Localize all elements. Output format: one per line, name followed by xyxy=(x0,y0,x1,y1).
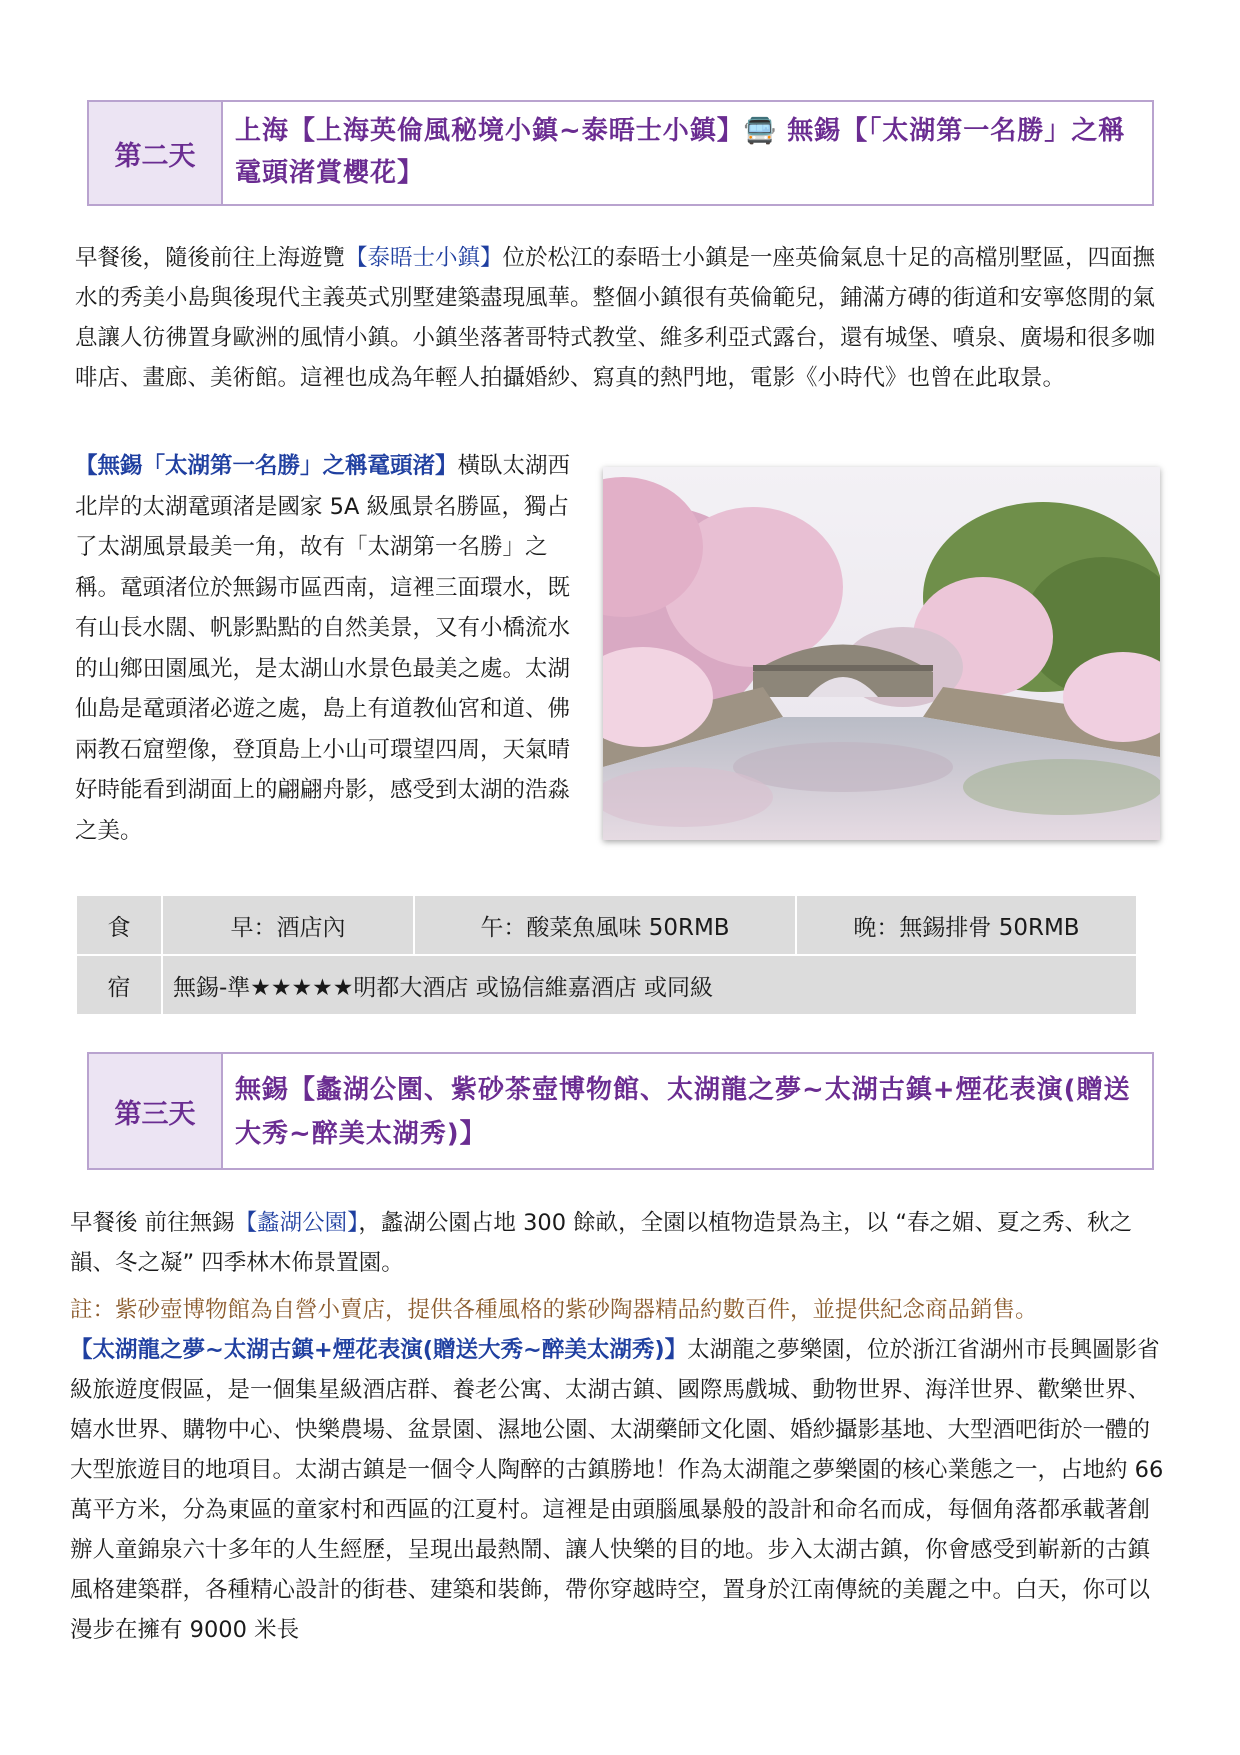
day3-title: 無錫【蠡湖公園、紫砂茶壺博物館、太湖龍之夢~太湖古鎮+煙花表演(贈送大秀~醉美太湖秀)】 xyxy=(235,1075,1131,1149)
stay-label: 宿 xyxy=(76,955,162,1015)
day3-intro-prefix: 早餐後 前往無錫 xyxy=(70,1210,235,1236)
wuxi-text: 橫臥太湖西北岸的太湖鼋頭渚是國家 5A 級風景名勝區，獨占了太湖風景最美一角，故有「太湖第一名勝」之稱。鼋頭渚位於無錫市區西南，這裡三面環水，既有山長水闊、帆影點點的自然美景，又有小橋流水的山鄉田園風光，是太湖山水景色最美之處。太湖仙島是鼋頭渚必遊之處，島上有道教仙宮和道、佛兩教石窟塑像，登頂島上小山可環望四周，天氣晴好時能看到湖面上的翩翩舟影，感受到太湖的浩淼之美。 xyxy=(75,453,571,844)
day2-header xyxy=(87,100,1154,206)
day2-intro-prefix: 早餐後，隨後前往上海遊覽 xyxy=(75,245,346,271)
day2-intro-text: 位於松江的泰晤士小鎮是一座英倫氣息十足的高檔別墅區，四面撫水的秀美小島與後現代主義英式別墅建築盡現風華。整個小鎮很有英倫範兒，鋪滿方磚的街道和安寧悠閒的氣息讓人彷彿置身歐洲的風情小鎮。小鎮坐落著哥特式教堂、維多利亞式露台，還有城堡、噴泉、廣場和很多咖啡店、畫廊、美術館。這裡也成為年輕人拍攝婚紗、寫真的熱門地，電影《小時代》也曾在此取景。 xyxy=(75,245,1156,391)
day3-intro-text: ，蠡湖公園占地 300 餘畝，全園以植物造景為主，以 “春之媚、夏之秀、秋之韻、冬之凝” 四季林木佈景置園。 xyxy=(70,1210,1132,1276)
table-row xyxy=(76,895,1137,955)
dream-text: 太湖龍之夢樂園，位於浙江省湖州市長興圖影省級旅遊度假區，是一個集星級酒店群、養老公寓、太湖古鎮、國際馬戲城、動物世界、海洋世界、歡樂世界、嬉水世界、購物中心、快樂農場、盆景園、濕地公園、太湖藥師文化園、婚紗攝影基地、大型酒吧街於一體的大型旅遊目的地項目。太湖古鎮是一個令人陶醉的古鎮勝地！作為太湖龍之夢樂園的核心業態之一，占地約 66 萬平方米，分為東區的童家村和西區的江夏村。這裡是由頭腦風暴般的設計和命名而成，每個角落都承載著創辦人童錦泉六十多年的人生經歷，呈現出最熱鬧、讓人快樂的目的地。步入太湖古鎮，你會感受到嶄新的古鎮風格建築群，各種精心設計的街巷、建築和裝飾，帶你穿越時空，置身於江南傳統的美麗之中。白天，你可以漫步在擁有 9000 米長 xyxy=(70,1337,1164,1643)
day2-intro xyxy=(75,238,1165,398)
day3-header xyxy=(87,1052,1154,1170)
day3-intro xyxy=(70,1203,1165,1283)
thames-town-link: 【泰晤士小鎮】 xyxy=(345,245,503,271)
museum-note: 註：紫砂壺博物館為自營小賣店，提供各種風格的紫砂陶器精品約數百件，並提供紀念商品銷售。 xyxy=(70,1297,1038,1323)
breakfast-cell: 早：酒店內 xyxy=(162,895,414,955)
dream-paragraph xyxy=(70,1330,1165,1650)
meals-table xyxy=(75,894,1138,1016)
wuxi-paragraph xyxy=(75,446,580,851)
day3-label: 第三天 xyxy=(89,1054,223,1168)
hotel-cell: 無錫-準★★★★★明都大酒店 或協信維嘉酒店 或同級 xyxy=(162,955,1137,1015)
dinner-cell: 晚：無錫排骨 50RMB xyxy=(796,895,1137,955)
food-label: 食 xyxy=(76,895,162,955)
day2-label: 第二天 xyxy=(89,102,223,204)
cherry-blossom-photo xyxy=(603,467,1160,840)
lunch-cell: 午：酸菜魚風味 50RMB xyxy=(414,895,796,955)
lihu-park-link: 【蠡湖公園】 xyxy=(234,1210,359,1236)
day2-title: 上海【上海英倫風秘境小鎮~泰晤士小鎮】🚍 無錫【「太湖第一名勝」之稱鼋頭渚賞櫻花】 xyxy=(235,116,1126,188)
table-row xyxy=(76,955,1137,1015)
wuxi-heading: 【無錫「太湖第一名勝」之稱鼋頭渚】 xyxy=(75,453,458,479)
dream-heading: 【太湖龍之夢~太湖古鎮+煙花表演(贈送大秀~醉美太湖秀)】 xyxy=(70,1337,688,1363)
